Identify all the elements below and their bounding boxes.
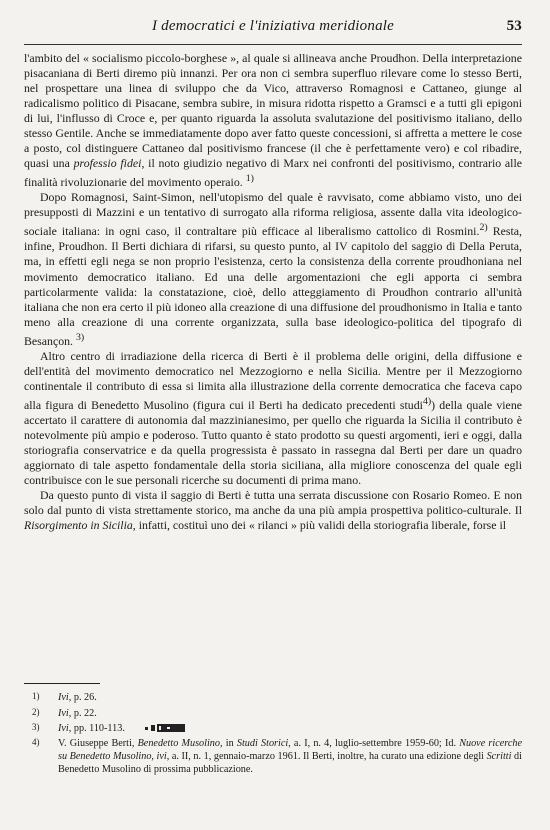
- ink-mark-decoration: [145, 724, 187, 732]
- note-ref-2: 2): [479, 222, 488, 234]
- running-title: I democratici e l'iniziativa meridionale: [152, 18, 394, 34]
- footnote-mark: 4): [32, 736, 40, 747]
- header-rule: [24, 44, 522, 45]
- footnote-mark: 2): [32, 706, 40, 717]
- footnote-mark: 1): [32, 691, 40, 701]
- footnote-4: 4) V. Giuseppe Berti, Benedetto Musolino, in Studi Storici, a. I, n. 4, luglio-settembre 1959-60; Id. Nuove ricerche su Benedetto Musolino, ivi, a. II, n. 1, gennaio-marzo 1961. Il Berti, inoltre, ha curato una edizione degli Scritti di Benedetto Musolino di prossima pubblicazione.: [24, 736, 522, 777]
- note-ref-1: 1): [245, 173, 254, 185]
- running-header: [24, 18, 522, 38]
- paragraph-4: Da questo punto di vista il saggio di Berti è tutta una serrata discussione con Rosario Romeo. E non solo dal punto di vista strettamente storico, ma anche da una più ampia prospettiva politico-culturale. Il Risorgimento in Sicilia, infatti, costituì uno dei « rilanci » più validi della storiografia liberale, forse il: [24, 488, 522, 533]
- paragraph-3: Altro centro di irradiazione della ricerca di Berti è il problema delle origini, della diffusione e dell'entità del movimento democratico nel Mezzogiorno e nella Sicilia. Mentre per il Mezzogiorno continentale il contributo di essa si limita alla illustrazione della corrente democratica che faceva capo alla figura di Benedetto Musolino (figura cui il Berti ha dedicato precedenti studi$^{4)}$) della quale viene accertato il carattere di autonomia dal mazzinianesimo, per quello che riguarda la Sicilia il contributo è notevolmente più ampio e poderoso. Tutto quanto è stato prodotto su questi argomenti, ieri e oggi, dalla storiografia conservatrice e da quella progressista è passato in rassegna dal Berti per dare un quadro aggiornato di tale aspetto fondamentale della storia siciliana, alla migliore conoscenza del quale egli contribuisce con le sue personali ricerche su documenti di prima mano.: [24, 348, 522, 488]
- note-ref-3: 3): [75, 331, 85, 343]
- footnote-mark: 3): [32, 721, 40, 732]
- paragraph-2: Dopo Romagnosi, Saint-Simon, nell'utopismo del quale è ravvisato, come abbiamo visto, uno dei presupposti di Mazzini e un tentativo di surrogato alla riforma religiosa, assente dalla vita ideologico-sociale italiana: in ogni caso, il contraltare più efficace al liberalismo cattolico di Rosmini.$^{2)}$ Resta, infine, Proudhon. Il Berti dichiara di rifarsi, su questo punto, al IV capitolo del saggio di Della Peruta, ma, in effetti egli nega se non proprio l'esistenza, certo la consistenza della corrente proudhoniana nel movimento democratico italiano. Ed una delle argomentazioni che egli apporta ci sembra particolarmente valida: la constatazione, cioè, dello atteggiamento di Proudhon contrario all'unità italiana che non era certo il più idoneo alla creazione di una diffusione del proudhonismo in Italia e tanto meno alla creazione di una corrente organizzata, sulla base ideologico-politica del tipografo di Besançon. $^{3)}$: [24, 190, 522, 348]
- main-text: [24, 51, 522, 533]
- footnote-1: 1) Ivi, p. 26.: [24, 690, 522, 705]
- footnote-rule: [24, 683, 100, 684]
- footnote-2: 2) Ivi, p. 22.: [24, 706, 522, 721]
- footnote-3: 3) Ivi, pp. 110-113.: [24, 721, 522, 736]
- page-number: 53: [506, 18, 522, 34]
- book-title: Risorgimento in Sicilia: [24, 518, 133, 533]
- paragraph-1: l'ambito del « socialismo piccolo-borghese », al quale si allineava anche Proudhon. Della interpretazione pisacaniana di Berti diremo più innanzi. Per ora non ci sembra superfluo rilevare come lo stesso Berti, nel prospettare una linea di sviluppo che da Vico, attraverso Romagnosi e Cattaneo, giunge al radicalismo politico di Pisacane, sembra subire, in misura ridotta rispetto a Gramsci e a tutti gli epigoni di lui, l'influsso di Croce e, per quanto riguarda la assoluta svalutazione del positivismo italiano, dello stesso Gentile. Anche se immediatamente dopo aver fatto queste concessioni, si affretta a mettere le cose a posto, col distinguere Cattaneo dal positivismo francese (il che è perfettamente vero) e col ribadire, quasi una professio fidei, il noto giudizio negativo di Marx nei confronti del positivismo, contrario alle finalità rivoluzionarie del movimento operaio. $^{1)}$: [24, 51, 523, 190]
- latin-phrase: professio fidei: [73, 156, 142, 171]
- note-ref-4: 4): [422, 395, 432, 407]
- footnotes: [24, 690, 522, 776]
